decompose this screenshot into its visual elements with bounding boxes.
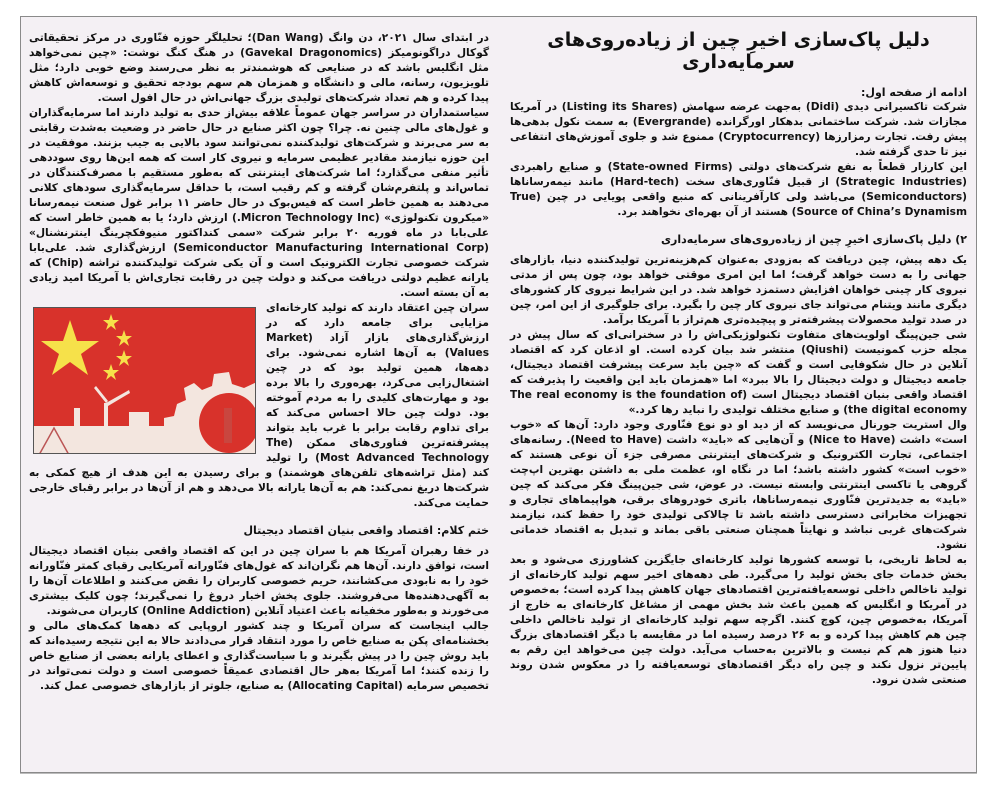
- continued-label: ادامه از صفحه اول:: [861, 86, 967, 99]
- paragraph: شی جین‌پینگ اولویت‌های متفاوت تکنولوژیکی‌اش را در سخنرانی‌ای که سال پیش در مجله حزب کمونیست (Qiushi) منتشر شد بیان کرده است. او اذعان کرد که اقتصاد آنلاین در حال شکوفایی است و گفت که «چین باید سرعت پیشرفت اقتصاد دیجیتال، جامعه دیجیتال و دولت دیجیتال را بالا ببرد» اما «همزمان باید این واقعیت را پذیرفت که اقتصاد واقعی بنیان اقتصاد دیجیتال است (The real economy is the foundation of the digital economy) و صنایع مختلف تولیدی را نباید رها کرد.»: [510, 329, 968, 416]
- paragraph: شرکت تاکسیرانی دیدی (Didi) به‌جهت عرضه سهامش (Listing its Shares) در آمریکا مجازات شد. شرکت ساختمانی بدهکار اورگرانده (Evergrande) به سمت نکول بدهی‌ها پیش رفت. تجارت رمزارزها (Cryptocurrency) ممنوع شد و جلوی آموزش‌های انتفاعی نیز تا حدی گرفته شد.: [510, 101, 968, 158]
- flag-illustration-icon: [34, 308, 256, 454]
- paragraph: در ابتدای سال ۲۰۲۱، دن وانگ (Dan Wang)؛ تحلیلگر حوزه فنّاوری در مرکز تحقیقاتی گوکال دراگونومیکز (Gavekal Dragonomics) در هنگ کنگ نوشت: «چین نمی‌خواهد مثل انگلیس باشد که در صنایعی که هوشمندتر به نظر می‌رسند وضع خوبی دارد؛ مثل تلویزیون، رسانه، مالی و دانشگاه و همزمان هم سهم بودجه تحقیق و توسعه‌اش کاهش پیدا کرده و هم تعداد شرکت‌های تولیدی بزرگ جهانی‌اش در حال افول است.: [29, 32, 489, 104]
- paragraph: وال استریت جورنال می‌نویسد که از دید او دو نوع فنّاوری وجود دارد: آن‌ها که «خوب است» داشت (Nice to Have) و آن‌هایی که «باید» داشت (Need to Have). رسانه‌های اجتماعی، تجارت الکترونیک و شرکت‌های اینترنتی مصرفی جزء آن نوعی هستند که «خوب است» کشور داشته باشد؛ اما در نگاه او، عظمت ملی به داشتن بهترین اپ‌چت گروهی یا تاکسی اینترنتی وابسته نیست. در عوض، شی جین‌پینگ فکر می‌کند که چین «باید» به جدیدترین فنّاوری نیمه‌رسانا‌ها، باتری خودروهای برقی، هواپیماهای تجاری و تجهیزات مخابراتی دسترسی داشته باشد تا چالاکی تولیدی خود را حفظ کند، نیازمند شرکت‌های غربی نباشد و نهایتاً همچنان صنعتی باقی بماند و تبدیل به اقتصاد خدماتی نشود.: [510, 419, 967, 551]
- section-heading: ۲) دلیل پاک‌سازی اخیرِ چین از زیاده‌روی‌های سرمایه‌داری: [660, 233, 967, 246]
- article-box: [20, 16, 977, 773]
- article-title: دلیل پاک‌سازی اخیرِ چین از زیاده‌روی‌های سرمایه‌داری: [547, 29, 930, 73]
- paragraph: جالب اینجاست که سران آمریکا و چند کشور اروپایی که دهه‌ها کمک‌های مالی و بخشنامه‌ای پکن به صنایع خاص را مورد انتقاد قرار می‌دادند حالا به این نتیجه رسیده‌اند که باید روش چین را در پیش بگیرند و با سیاست‌گذاری و اعطای یارانه بعضی از صنایع خاص را زنده کنند؛ اما آمریکا به‌هر حال اقتصادی عمیقاً خصوصی است و دولت نمی‌تواند در تخصیص سرمایه (Allocating Capital) به صنایع، جلوتر از بازارهای خصوصی عمل کند.: [29, 620, 489, 692]
- right-column: [498, 17, 976, 688]
- paragraph: به لحاظ تاریخی، با توسعه کشورها تولید کارخانه‌ای جایگزین کشاورزی می‌شود و بعد بخش خدمات جای بخش تولید را می‌گیرد. طی دهه‌های اخیر سهم تولید کارخانه‌ای از تولید ناخالص داخلی توسعه‌یافته‌ترین اقتصادهای جهان کاهش پیدا کرده است؛ به‌خصوص در آمریکا و انگلیس که همین باعث شد بخش مهمی از مشاغل کارخانه‌ای به خارج از آمریکا، به‌خصوص چین، کوچ کنند. اگرچه سهم تولید کارخانه‌ای از تولید ناخالص داخلی چین هم کاهش پیدا کرده و به ۲۶ درصد رسیده اما در مقایسه با دیگر اقتصادهای بزرگ دنیا هنوز هم کم نیست و بالاترین به‌حساب می‌آید. دولت چین می‌خواهد این رقم به پایین‌تر نزول نکند و چین راه دیگر اقتصادهای توسعه‌یافته را در معکوس شدن روند صنعتی شدن نرود.: [510, 554, 967, 686]
- closing-heading: ختم کلام: اقتصاد واقعی بنیان اقتصاد دیجیتال: [243, 524, 489, 537]
- left-column: [21, 17, 499, 694]
- paragraph: این کارزار قطعاً به نفع شرکت‌های دولتی (State-owned Firms) و صنایع راهبردی (Strategic Industries) از قبیل فنّاوری‌های سخت (Hard-tech) مانند نیمه‌رسانا‌ها (Semiconductors) می‌باشد ولی کارآفرینانی که منبع واقعی پویایی در چین (True Source of China’s Dynamism) هستند از آن بهره‌ای نخواهند برد.: [510, 161, 968, 218]
- paragraph: یک دهه پیش، چین دریافت که به‌زودی به‌عنوان کم‌هزینه‌ترین تولیدکننده دنیا، بازارهای جهانی را به دست خواهد گرفت؛ اما این امری موقتی خواهد بود، چون پس از مدتی نیروی کار چینی خواهان افزایش دستمزد خواهد شد. در این شرایط نیروی کار کشورهای دیگری مانند ویتنام می‌تواند جای نیروی کار چین را بگیرد. برای جلوگیری از این امر، چین در صدد تولید محصولات پیشرفته‌تر و پیچیده‌تری هم‌تراز با آمریکا برآمد.: [510, 254, 967, 326]
- paragraph: سران چین اعتقاد دارند که تولید کارخانه‌ای مزایایی برای جامعه دارد که در ارزش‌گذاری‌های بازار آزاد (Market Values) به آن‌ها اشاره نمی‌شود. برای دهه‌ها، همین تولید بود که در چین اشتغال‌زایی می‌کرد، بهره‌وری را بالا برده بود و مهارت‌های کلیدی را به مردم آموخته بود. دولت چین حالا احساس می‌کند که برای تداوم رقابت برابر با غرب باید بتواند پیشرفته‌ترین فناوری‌های ممکن (The Most Advanced Technology) را تولید کند (مثل تراشه‌های تلفن‌های هوشمند) و برای رسیدن به این هدف از هیچ کمکی به شرکت‌ها دریغ نمی‌کند: هم به آن‌ها یارانه بالا می‌دهد و هم از آن‌ها در برابر رقبای خارجی حمایت می‌کند.: [29, 302, 489, 509]
- china-flag-industry-image: [33, 307, 256, 454]
- paragraph: در خفا رهبران آمریکا هم با سران چین در این که اقتصاد واقعی بنیان اقتصاد دیجیتال است، توافق دارند. آن‌ها هم نگران‌اند که غول‌های فنّاورانه آمریکایی رقبای کمتر فنّاورانه خود را به نابودی می‌کشانند، حریم خصوصی کاربران را نقض می‌کنند و اطلاعات آن‌ها را به آگهی‌دهنده‌ها می‌فروشند. جلوی پخش اخبار دروغ را نمی‌گیرند؛ چون کلیک بیشتری می‌خورند و به‌طور مخفیانه باعث اعتیاد آنلاین (Online Addiction) کاربران می‌شوند.: [29, 545, 489, 617]
- paragraph: سیاستمداران در سراسر جهان عموماً علاقه بیش‌از حدی به تولید دارند اما سرمایه‌گذاران و غول‌های مالی چنین نه. چرا؟ چون اکثر صنایع در حال حاضر در وضعیت به‌شدت رقابتی به سر می‌برند و شرکت‌های تولیدکننده نمی‌توانند سود بالایی به جیب بزنند. موفقیت در این حوزه نیازمند مقادیر عظیمی سرمایه و نیروی کار است که همه این‌ها روی سوددهی تأثیر منفی می‌گذارد؛ اما شرکت‌های اینترنتی که به‌طور مستقیم با مصرف‌کنندگان در تماس‌اند و پلتفرم‌شان گرفته و کم رقیب است، با حداقل سرمایه‌گذاری سودهای کلانی می‌دهند به همین خاطر است که فیس‌بوک در حال حاضر ۱۱ برابر غول صنعت نیمه‌رسانا «میکرون تکنولوژی» (Micron Technology Inc.) ارزش دارد؛ یا به همین خاطر است که علی‌بابا در ماه فوریه ۲۰ برابر شرکت «سمی کنداکتور منیوفکچرینگ اینترنشنال» (Semiconductor Manufacturing International Corp) ارزش‌گذاری شد. علی‌بابا شرکت خصوصی تجارت الکترونیک است و آن یکی شرکت تولیدکننده تراشه (Chip) که یارانه عظیم دولتی دریافت می‌کند و دولت چین در رقابت تجاری‌اش با آمریکا امید زیادی به آن بسته است.: [29, 107, 490, 299]
- figure-wrap: [29, 301, 489, 511]
